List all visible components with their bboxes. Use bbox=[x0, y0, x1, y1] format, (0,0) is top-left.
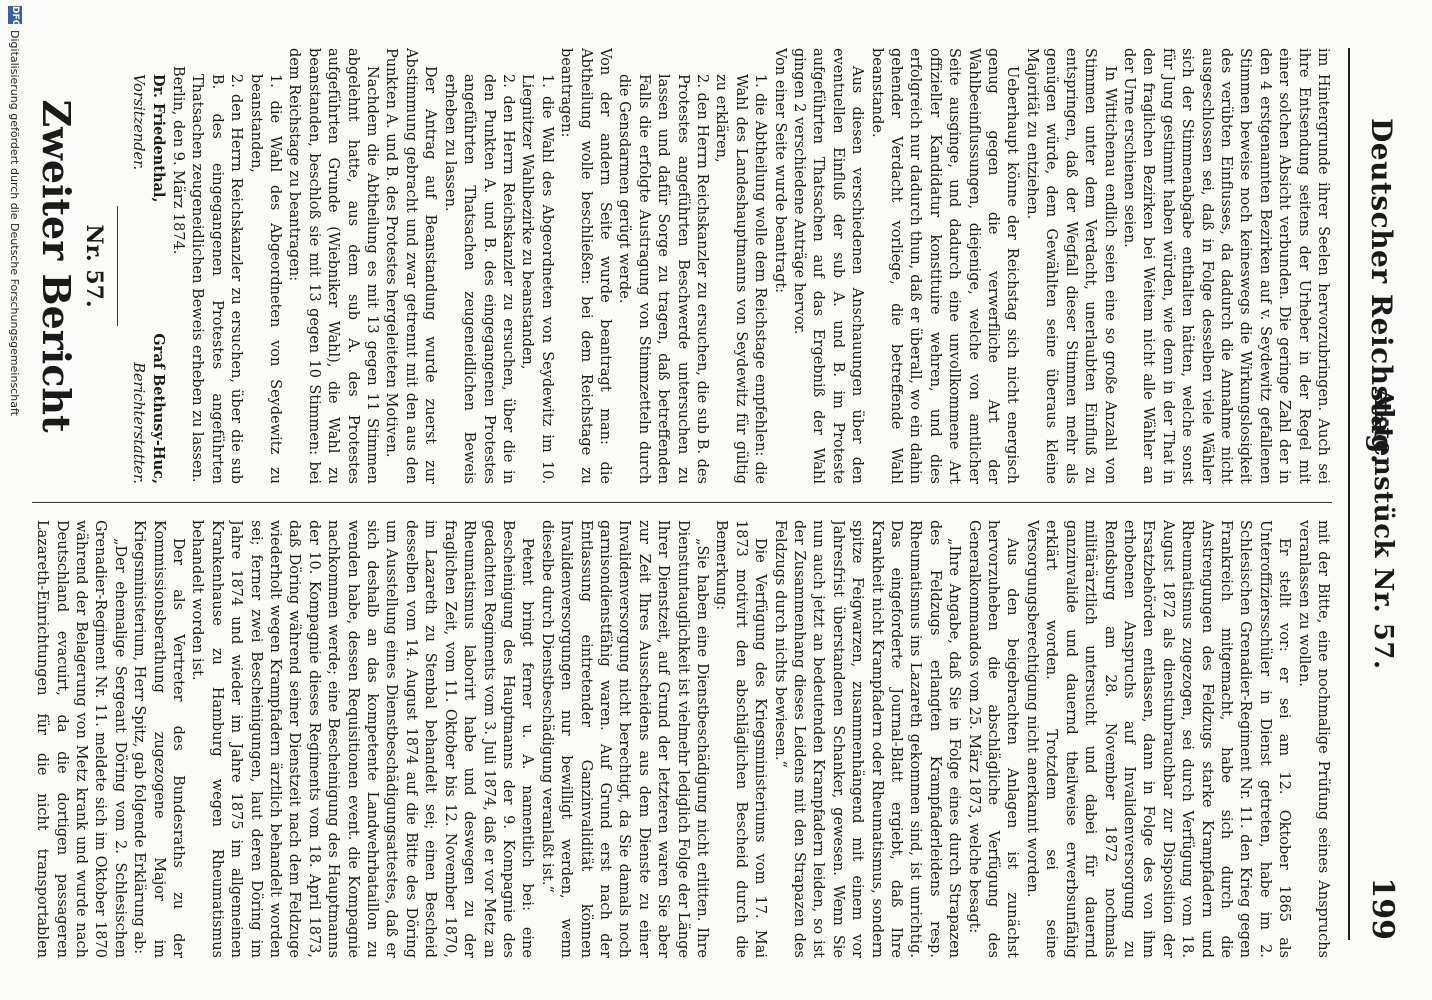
report-number: Nr. 57. bbox=[80, 224, 107, 308]
header-center: Aktenstück Nr. 57. bbox=[1368, 388, 1398, 670]
header-title: Deutscher Reichstag. bbox=[1365, 118, 1398, 465]
page-header bbox=[1346, 48, 1404, 940]
left-item-6: 2. den Herrn Reichskanzler zu ersuchen, über die sub B. des eingegangenen Protestes angeführten Thatsachen zeugeneidlichen Beweis erheben zu lassen. bbox=[189, 74, 245, 484]
left-column bbox=[32, 48, 1332, 484]
left-para-2: In Wittichenau endlich seien eine so große Anzahl von Stimmen unter dem Verdacht, unerlaubten Einfluß zu entspringen, daß der Wegfall dieser Stimmen mehr als genügen würde, dem Gewählten seine überaus kleine Majorität zu entziehen. bbox=[1023, 48, 1118, 484]
signature-roles bbox=[128, 48, 147, 484]
left-para-8: Nachdem die Abtheilung es mit 13 gegen 11 Stimmen abgelehnt hatte, aus dem sub A. des Protestes aufgeführten Grunde (Wiebniker Wahl), die Wahl zu beanstanden, beschloß sie mit 13 gegen 10 Stimmen: bei dem Reichstage zu beantragen: bbox=[286, 48, 381, 484]
section-rule bbox=[117, 206, 118, 326]
left-para-3: Ueberhaupt könne der Reichstag sich nicht energisch genug gegen die verwerfliche Art der Wahlbeeinflussungen, diejenige, welche von amtlicher Seite ausginge, und dadurch eine unvollkommene Art offizieller Kandidatur konstituire wehren, und dies erfolgreich nur dadurch thun, daß er überall, wo ein dahin gehender Verdacht vorliege, die betreffende Wahl beanstande. bbox=[868, 48, 1021, 484]
right-quote-2: „Sie haben eine Dienstbeschädigung nicht erlitten. Ihre Dienstuntauglichkeit ist vielmehr lediglich Folge der Länge Ihrer Dienstzeit, auf Grund der letzteren waren Sie aber zur Zeit Ihres Ausscheidens aus dem Dienste zu einer Invalidenversorgung nicht berechtigt, da Sie damals noch garnisondienstfähig waren. Auf Grund erst nach der Entlassung eintretender Ganzinvalidität können Invalidenversorgungen nur bewilligt werden, wenn dieselbe durch Dienstbeschädigung veranlaßt ist.“ bbox=[538, 520, 710, 958]
signer-right: Graf Bethusy-Huc, bbox=[149, 333, 167, 484]
right-quote-1: „Ihre Angabe, daß Sie in Folge eines durch Strapazen des Feldzugs erlangten Krampfaderleidens resp. Rheumatismus ins Lazareth gekommen sind, ist unrichtig. Das eingeforderte Journal-Blatt ergiebt, daß Ihre Krankheit nicht Krampfadern oder Rheumatismus, sondern spitze Feigwarzen, zusammenhängend mit einem vor Jahresfrist überstandenen Schanker, gewesen. Wenn Sie nun auch jetzt an bedeutenden Krampfadern leiden, so ist der Zusammenhang dieses Leidens mit den Strapazen des Feldzugs durch nichts bewiesen.“ bbox=[771, 520, 963, 958]
right-para-1: mit der Bitte, eine nochmalige Prüfung seines Anspruchs veranlassen zu wollen. bbox=[1295, 520, 1331, 958]
right-para-4: Die Verfügung des Kriegsministeriums vom 17. Mai 1873 motivirt den abschläglichen Bescheid durch die Bemerkung: bbox=[713, 520, 769, 958]
left-para-1: im Hintergrunde ihrer Seelen hervorzubringen. Auch sei ihre Entsendung seitens der Urheber in der Regel mit einer solchen Absicht verbunden. Die geringe Zahl der in den 4 erstgenannten Bezirken auf v. Seydewitz gefallenen Stimmen beweise noch keineswegs die Wirkungslosigkeit des verübten Einflusses, da dadurch die Annahme nicht ausgeschlossen sei, daß in Folge desselben viele Wähler sich der Stimmenabgabe enthalten hätten, welche sonst für Jung gestimmt haben würden, wie denn in der That in den fraglichen Bezirken bei Weitem nicht alle Wähler an der Urne erschienen seien. bbox=[1120, 48, 1331, 484]
left-item-4: 2. den Herrn Reichskanzler zu ersuchen, über die in den Punkten A. und B. des eingegangenen Protestes angeführten Thatsachen zeugeneidlichen Beweis erheben zu lassen. bbox=[441, 74, 516, 484]
left-item-1: 1. die Abtheilung wolle dem Reichstage empfehlen: die Wahl des Landeshauptmanns von Seydewitz für gültig zu erklären, bbox=[713, 74, 769, 484]
digitization-footer bbox=[2, 0, 24, 1000]
footer-text: Digitalisierung gefördert durch die Deutsche Forschungsgemeinschaft bbox=[8, 30, 21, 416]
left-para-5: Von einer Seite wurde beantragt: bbox=[771, 48, 788, 294]
left-item-2: 2. den Herrn Reichskanzler zu ersuchen, die sub B. des Protestes angeführten Beschwerde untersuchen zu lassen und dafür Sorge zu tragen, daß betreffenden Falls die erfolgte Austragung von Stimmzetteln durch die Gensdarmen gerügt werde. bbox=[616, 74, 710, 484]
left-item-3: 1. die Wahl des Abgeordneten von Seydewitz im 10. Liegnitzer Wahlbezirke zu beanstanden, bbox=[519, 74, 555, 484]
signer-left: Dr. Friedenthal, bbox=[149, 74, 167, 203]
left-item-5: 1. die Wahl des Abgeordneten von Seydewitz zu beanstanden, bbox=[247, 74, 284, 484]
right-quote-3: „Der ehemalige Sergeant Döring vom 2. Schlesischen Grenadier-Regiment Nr. 11. meldete sich im Oktober 1870 während der Belagerung von Metz krank und wurde nach Deutschland evacuirt, da die dortigen passageren Lazareth-Einrichtungen für die nicht transportablen bbox=[34, 520, 128, 958]
report-title: Zweiter Bericht bbox=[34, 99, 80, 433]
header-rule bbox=[1348, 48, 1350, 940]
dfg-logo: DFG bbox=[10, 6, 20, 28]
page-number: 199 bbox=[1365, 877, 1400, 940]
column-divider bbox=[32, 502, 1332, 503]
role-right: Berichterstatter. bbox=[130, 362, 147, 484]
right-para-2: Er stellt vor: er sei am 12. Oktober 1865 als Unteroffiziersschüler in Dienst getreten, habe im 2. Schlesischen Grenadier-Regiment Nr. 11. den Krieg gegen Frankreich mitgemacht, habe sich durch die Anstrengungen des Feldzugs starke Krampfadern und Rheumatismus zugezogen, sei durch Verfügung vom 18. August 1872 als dienstunbrauchbar zur Disposition der Ersatzbehörden entlassen, dann in Folge des von ihm erhobenen Anspruchs auf Invalidenversorgung zu Rendsburg am 28. November 1872 nochmals militärärztlich untersucht und dabei für dauernd ganzinvalide und dauernd theilweise erwerbsunfähig erklärt worden. Trotzdem sei seine Versorgungsberechtigung nicht anerkannt worden. bbox=[1023, 520, 1293, 958]
right-para-6: Der als Vertreter des Bundesraths zu der Kommissionsberathung zugezogene Major im Kriegsministerium, Herr Spitz, gab folgende Erklärung ab: bbox=[131, 520, 187, 958]
left-para-6: Von der andern Seite wurde beantragt man: die Abtheilung wolle beschließen: bei dem Reichstage zu beantragen: bbox=[558, 48, 613, 484]
right-para-5: Petent bringt ferner u. A. namentlich bei: eine Bescheinigung des Hauptmanns der 9. Kompagnie des gedachten Regiments vom 3. Juli 1874, daß er vor Metz an Rheumatismus laborirt habe und deswegen zu der fraglichen Zeit, vom 11. Oktober bis 12. November 1870, im Lazareth zu Stenbal behandelt sei; einen Bescheid desselben vom 14. August 1874 auf die Bitte des Döring um Ausstellung eines Dienstbeschädigungsattestes, daß er sich deshalb an das kompetente Landwehrbataillon zu wenden habe, dessen Requisitionen event. die Kompagnie nachkommen werde; eine Bescheinigung des Hauptmanns der 10. Kompagnie dieses Regiments vom 18. April 1873, daß Döring während seiner Dienstzeit nach dem Feldzuge wiederholt wegen Krampfadern ärztlich behandelt worden sei; ferner zwei Bescheinigungen, laut deren Döring im Jahre 1874 und wieder im Jahre 1875 im allgemeinen Krankenhause zu Hamburg wegen Rheumatismus behandelt worden ist. bbox=[189, 520, 536, 958]
left-para-4: Aus diesen verschiedenen Anschauungen über den eventuellen Einfluß der sub A. und B. im Proteste aufgeführten Thatsachen auf das Ergebniß der Wahl gingen 2 verschiedene Anträge hervor. bbox=[791, 48, 866, 484]
right-column bbox=[32, 520, 1332, 958]
left-date: Berlin, den 9. März 1874. bbox=[170, 66, 187, 255]
role-left: Vorsitzender. bbox=[130, 74, 147, 171]
left-para-7: Der Antrag auf Beanstandung wurde zuerst zur Abstimmung gebracht und zwar getrennt mit den aus den Punkten A. und B. des Protestes hergeleiteten Motiven. bbox=[383, 48, 439, 484]
signature-line bbox=[147, 48, 167, 484]
right-para-3: Aus den beigebrachten Anlagen ist zunächst hervorzuheben die abschlägliche Verfügung des Generalkommandos vom 25. März 1873, welche besagt: bbox=[965, 520, 1021, 958]
